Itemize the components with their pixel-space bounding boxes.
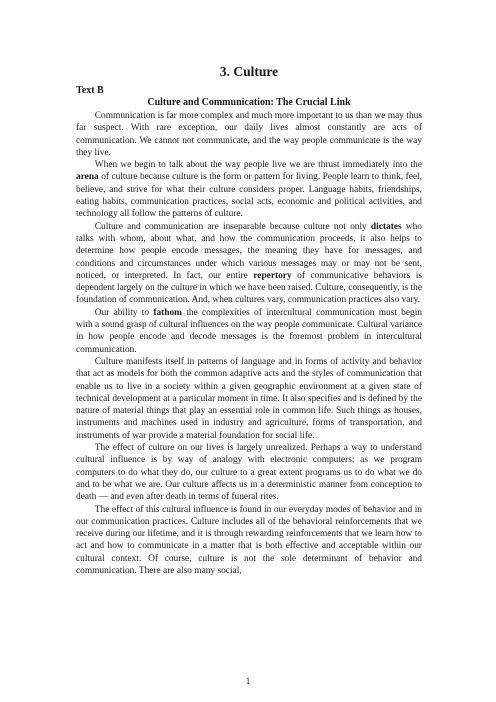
paragraph xyxy=(76,221,422,307)
vocabulary-term: fathom xyxy=(153,307,182,318)
paragraph xyxy=(76,356,422,442)
paragraph-text: who talks with whom, about what, and how the communication proceeds, it also helps to determine how people encode messages, the meaning they have for messages, and conditions and circumstances under which various messages may or may not be sent, noticed, or interpreted. In fact, our entire xyxy=(76,221,422,281)
article-body xyxy=(76,110,422,577)
paragraph-text: Our ability to xyxy=(94,307,154,318)
paragraph-text: the complexities of intercultural communication must begin with a sound grasp of cultural influences on the way people communicate. Cultural variance in how people encode and decode messages is the foremost problem in intercultural communication. xyxy=(76,307,422,355)
text-label: Text B xyxy=(76,85,104,96)
vocabulary-term: arena xyxy=(76,172,99,183)
paragraph-text: of culture because culture is the form or pattern for living. People learn to think, feel, believe, and strive for what their culture considers proper. Language habits, friendships, eating habits, communication practices, social acts, economic and political activities, and technology all follow the patterns of culture. xyxy=(76,172,422,220)
paragraph-text: When we begin to talk about the way people live we are thrust immediately into the xyxy=(94,160,422,171)
document-page xyxy=(76,64,422,577)
paragraph-text: Culture and communication are inseparable because culture not only xyxy=(94,221,371,232)
article-title: Culture and Communication: The Crucial Link xyxy=(147,97,351,108)
paragraph-text: The effect of culture on our lives is largely unrealized. Perhaps a way to understand cultural influence is by way of analogy with electronic computers: as we program computers to do what they do, our culture to a great extent programs us to do what we do and to be what we are. Our culture affects us in a deterministic manner from conception to death — and even after death in terms of funeral rites. xyxy=(76,443,422,503)
paragraph-text: of communicative behaviors is dependent largely on the culture in which we have been raised. Culture, consequently, is the foundation of communication. And, when cultures vary, communication practices also vary. xyxy=(76,270,422,306)
paragraph-text: The effect of this cultural influence is found in our everyday modes of behavior and in our communication practices. Culture includes all of the behavioral reinforcements that we receive during our lifetime, and it is through rewarding reinforcements that we learn how to act and how to communicate in a matter that is both effective and acceptable within our cultural context. Of course, culture is not the sole determinant of behavior and communication. There are also many social, xyxy=(76,504,422,576)
vocabulary-term: dictates xyxy=(370,221,402,232)
paragraph xyxy=(76,307,422,356)
chapter-title: 3. Culture xyxy=(219,64,279,79)
vocabulary-term: repertory xyxy=(253,270,292,281)
paragraph-text: Communication is far more complex and much more important to us than we may thus far suspect. With rare exception, our daily lives almost constantly are acts of communication. We cannot not communicate, and the way people communicate is the way they live. xyxy=(76,111,422,158)
paragraph xyxy=(76,110,422,159)
paragraph xyxy=(76,159,422,220)
paragraph xyxy=(76,442,422,503)
paragraph-text: Culture manifests itself in patterns of language and in forms of activity and behavior that act as models for both the common adaptive acts and the styles of communication that enable us to live in a society within a given geographic environment at a given state of technical development at a particular moment in time. It also specifies and is defined by the nature of material things that play an essential role in common life. Such things as houses, instruments and machines used in industry and agriculture, forms of transportation, and instruments of war provide a material foundation for social life. xyxy=(76,356,422,441)
page-number: 1 xyxy=(245,676,251,686)
paragraph xyxy=(76,504,422,578)
